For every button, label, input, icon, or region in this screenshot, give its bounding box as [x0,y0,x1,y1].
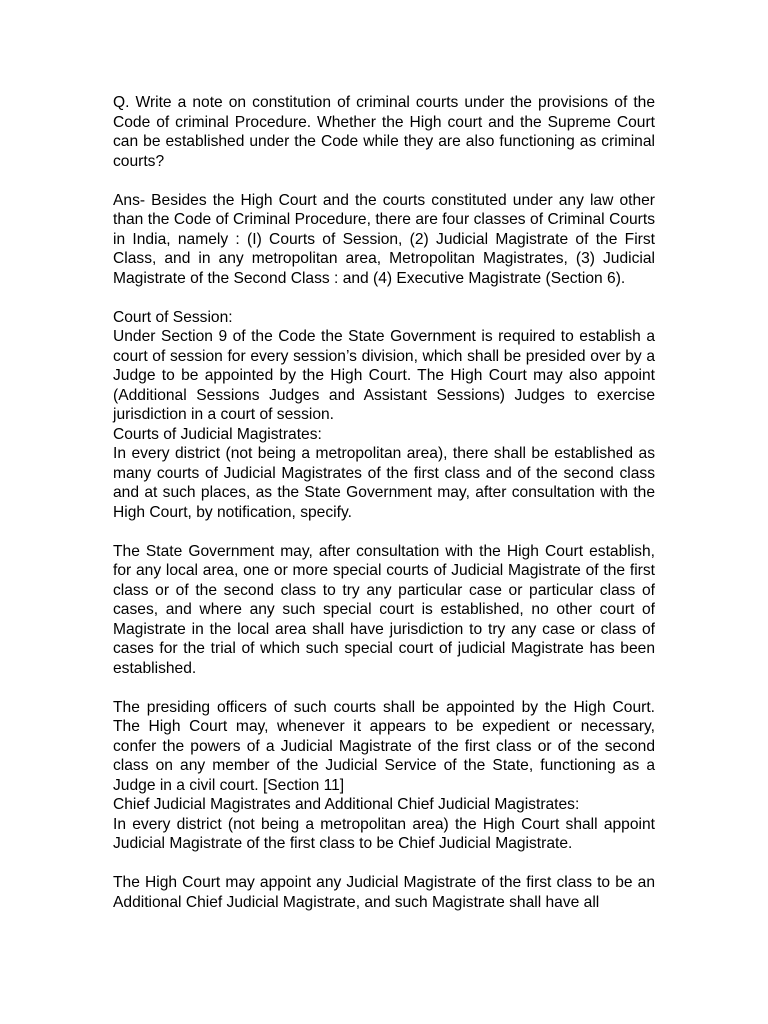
paragraph-gap [113,854,655,874]
chief-judicial-paragraph: In every district (not being a metropolitan area) the High Court shall appoint Judicial Magistrate of the first class to be Chief Judicial Magistrate. [113,815,655,852]
judicial-magistrates-heading: Courts of Judicial Magistrates: [113,425,322,443]
judicial-magistrates-paragraph: In every district (not being a metropolitan area), there shall be established as many courts of Judicial Magistrates of the first class and of the second class and at such places, as the State Government may, after consultation with the High Court, by notification, specify. [113,445,655,521]
additional-chief-paragraph: The High Court may appoint any Judicial Magistrate of the first class to be an Additional Chief Judicial Magistrate, and such Magistrate shall have all [113,874,655,911]
paragraph-gap [113,171,655,191]
document-page [113,93,655,912]
paragraph-gap [113,678,655,698]
paragraph-gap [113,288,655,308]
court-of-session-heading: Court of Session: [113,308,233,326]
question-paragraph: Q. Write a note on constitution of criminal courts under the provisions of the Code of criminal Procedure. Whether the High court and the Supreme Court can be established under the Code while they are also functioning as criminal courts? [113,94,655,170]
answer-intro-paragraph: Ans- Besides the High Court and the courts constituted under any law other than the Code of Criminal Procedure, there are four classes of Criminal Courts in India, namely : (I) Courts of Session, (2) Judicial Magistrate of the First Class, and in any metropolitan area, Metropolitan Magistrates, (3) Judicial Magistrate of the Second Class : and (4) Executive Magistrate (Section 6). [113,191,655,287]
presiding-officers-paragraph: The presiding officers of such courts shall be appointed by the High Court. The High Court may, whenever it appears to be expedient or necessary, confer the powers of a Judicial Magistrate of the first class or of the second class on any member of the Judicial Service of the State, functioning as a Judge in a civil court. [Section 11] [113,698,655,794]
paragraph-gap [113,522,655,542]
special-courts-paragraph: The State Government may, after consultation with the High Court establish, for any local area, one or more special courts of Judicial Magistrate of the first class or of the second class to try any particular case or particular class of cases, and where any such special court is established, no other court of Magistrate in the local area shall have jurisdiction to try any case or class of cases for the trial of which such special court of judicial Magistrate has been established. [113,542,655,677]
chief-judicial-heading: Chief Judicial Magistrates and Additional Chief Judicial Magistrates: [113,796,580,813]
court-of-session-paragraph: Under Section 9 of the Code the State Government is required to establish a court of session for every session’s division, which shall be presided over by a Judge to be appointed by the High Court. The High Court may also appoint (Additional Sessions Judges and Assistant Sessions) Judges to exercise jurisdiction in a court of session. [113,328,655,423]
